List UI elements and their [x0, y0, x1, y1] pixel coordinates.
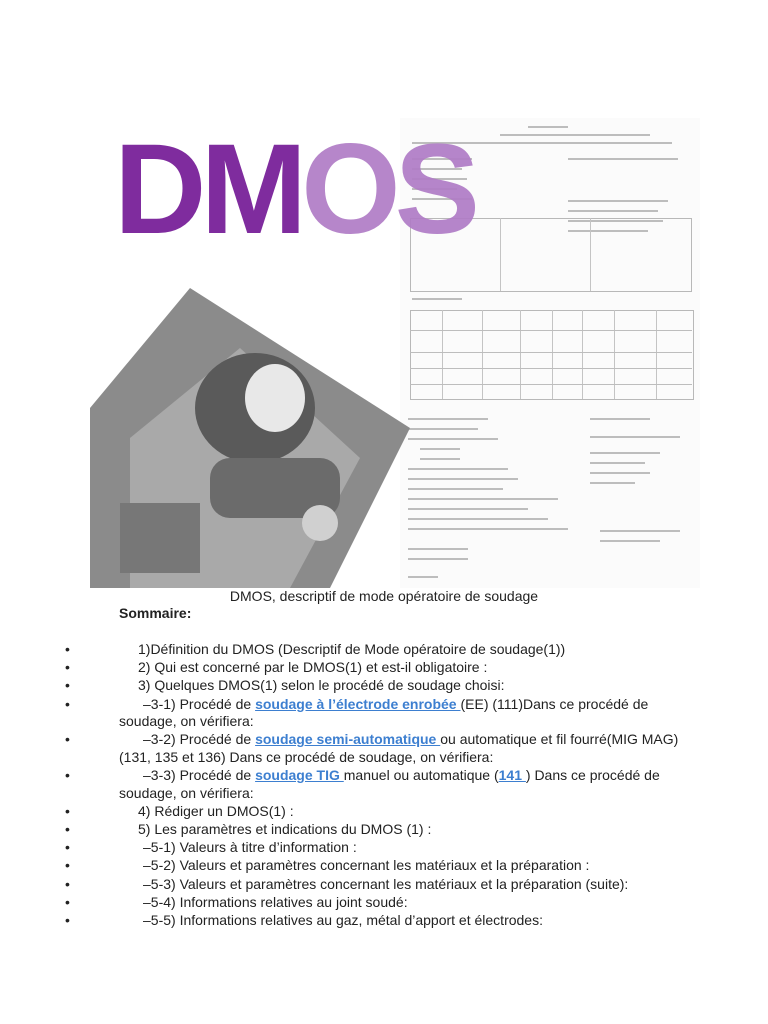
toc-item: [65, 695, 679, 731]
bullet: •: [65, 641, 70, 657]
bullet: •: [65, 875, 70, 892]
logo-dm: DM: [114, 118, 302, 261]
toc-item-text: –3-2) Procédé de: [143, 731, 256, 748]
toc-list: [65, 641, 679, 930]
bullet: •: [65, 767, 70, 784]
toc-item-text: manuel ou automatique (: [343, 767, 499, 784]
bullet: •: [65, 912, 70, 929]
link-141[interactable]: 141: [498, 767, 526, 784]
toc-item-text: –5-2) Valeurs et paramètres concernant les matériaux et la préparation :: [143, 857, 590, 874]
toc-item-text: 1)Définition du DMOS (Descriptif de Mode opératoire de soudage(1)): [138, 641, 566, 657]
toc-item-text: –5-4) Informations relatives au joint soudé:: [143, 893, 408, 910]
logo-os: OS: [301, 118, 474, 261]
sommaire-title: Sommaire:: [119, 605, 192, 621]
toc-item-text: –5-1) Valeurs à titre d’information :: [143, 839, 357, 856]
link-soudage-tig[interactable]: soudage TIG: [255, 767, 344, 784]
toc-item: [65, 659, 679, 677]
link-semi-automatique[interactable]: soudage semi-automatique: [255, 731, 441, 748]
bullet: •: [65, 695, 70, 712]
figure-caption: DMOS, descriptif de mode opératoire de soudage: [229, 588, 539, 604]
toc-item: [65, 767, 679, 802]
toc-item-text: 4) Rédiger un DMOS(1) :: [138, 802, 294, 819]
toc-item: [65, 821, 679, 839]
toc-item: [65, 641, 679, 659]
bullet: •: [65, 802, 70, 819]
toc-item-text: ou automatique et fil fourré(MIG MAG)(131, 135 et 136) Dans ce procédé de soudage, on vérifiera:: [119, 731, 679, 765]
bullet: •: [65, 821, 70, 838]
dmos-logo: [114, 118, 474, 261]
toc-item-text: –5-5) Informations relatives au gaz, métal d’apport et électrodes:: [143, 912, 543, 929]
toc-item-text: 3) Quelques DMOS(1) selon le procédé de soudage choisi:: [138, 677, 505, 694]
toc-item-text: 2) Qui est concerné par le DMOS(1) et est-il obligatoire :: [138, 659, 488, 676]
bullet: •: [65, 659, 70, 676]
toc-item: [65, 857, 679, 875]
toc-item-text: ) Dans ce procédé de soudage, on vérifiera:: [119, 767, 660, 801]
bullet: •: [65, 893, 70, 910]
toc-item: [65, 677, 679, 695]
toc-item-text: 5) Les paramètres et indications du DMOS (1) :: [138, 821, 432, 838]
welder-photo: [90, 288, 410, 588]
bullet: •: [65, 731, 70, 748]
bullet: •: [65, 839, 70, 856]
toc-item-text: –3-3) Procédé de: [143, 767, 256, 784]
toc-item-text: –5-3) Valeurs et paramètres concernant les matériaux et la préparation (suite):: [143, 875, 629, 892]
bullet: •: [65, 857, 70, 874]
toc-item: [65, 893, 679, 912]
toc-item: [65, 802, 679, 821]
toc-item-text: (EE) (111)Dans ce procédé de soudage, on vérifiera:: [119, 695, 649, 730]
dmos-figure: [90, 118, 700, 588]
toc-item: [65, 875, 679, 894]
toc-item: [65, 731, 679, 766]
toc-item: [65, 839, 679, 857]
link-electrode-enrobee[interactable]: soudage à l’électrode enrobée: [255, 695, 461, 712]
toc-item: [65, 912, 679, 930]
toc-item-text: –3-1) Procédé de: [143, 695, 256, 712]
bullet: •: [65, 677, 70, 694]
